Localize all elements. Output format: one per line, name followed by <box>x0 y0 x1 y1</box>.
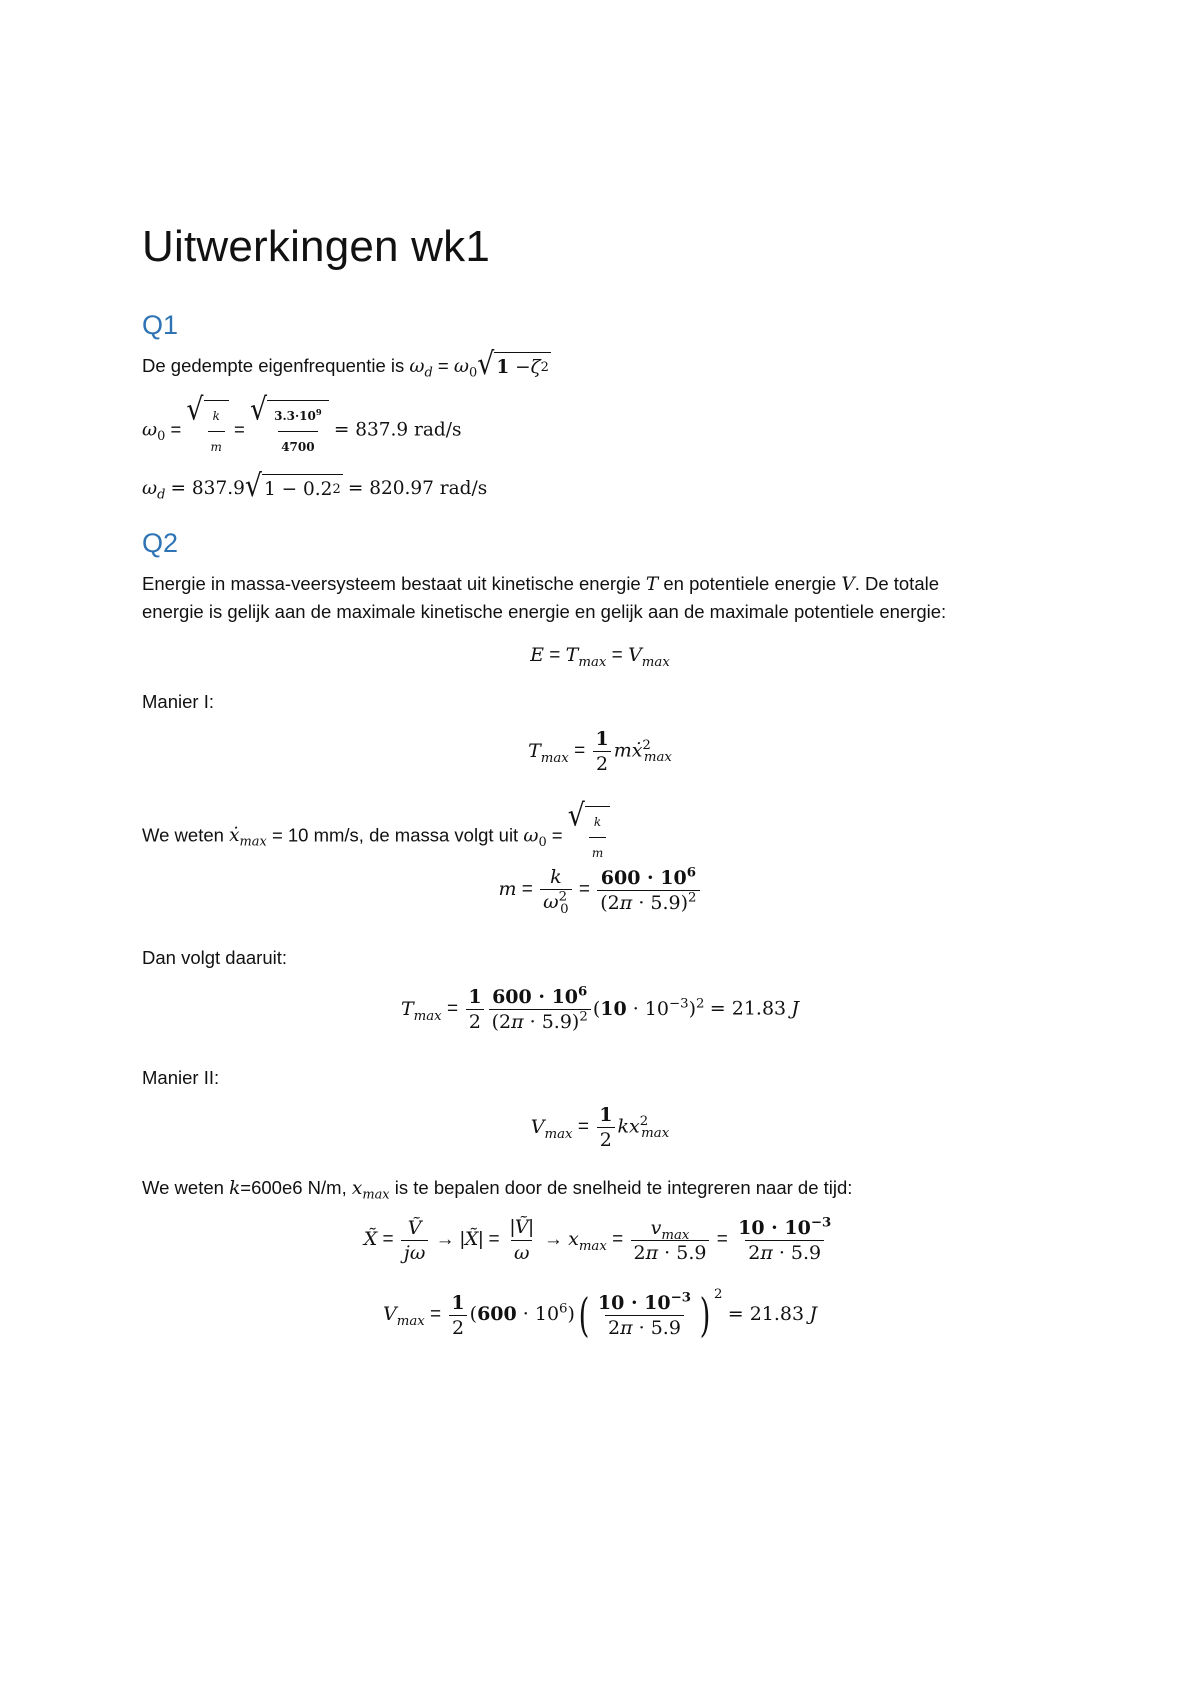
q1-omegad-equation: $\omega_d = 837.9$ √ 1 − 0.2 2 = 820.97 rad/s <box>142 468 488 505</box>
q1-omegad-result: = 820.97 rad/s <box>347 478 488 499</box>
q2-energy-equation: $E = T_{max} = V_{max}$ <box>530 644 670 670</box>
q2-para-end-text: . De totale <box>854 573 940 594</box>
q2-paragraph-line1: Energie in massa-veersysteem bestaat uit kinetische energie T en potentiele energie V. De totale <box>142 573 940 595</box>
q2-weweten2-c: is te bepalen door de snelheid te integreren naar de tijd: <box>394 1177 853 1198</box>
page-title: Uitwerkingen wk1 <box>142 222 491 271</box>
q2-weweten1-b: = 10 mm/s, de massa volgt uit <box>271 824 519 846</box>
heading-q1: Q1 <box>142 310 179 340</box>
q1-omega0-equation: $\omega_0$ = √ $\frac{k}{m}$ = √ $\frac{3.3\cdot 10^9}{4700}$ = 837.9 rad/s <box>142 400 462 461</box>
q2-dan-volgt: Dan volgt daaruit: <box>142 947 288 968</box>
q2-mass-equation: m = $\frac{k}{\omega^2_0}$ = $\frac{600 \cdot 10^6}{(2\pi \cdot 5.9)^2}$ <box>0 866 1200 914</box>
q2-vmax-numeric-equation: $V_{max}$ = $\frac{1}{2}$ $(600 \cdot 10^6)$( $\frac{10 \cdot 10^{-3}}{2\pi \cdot 5.9}$ ) $^2$ = 21.83 J <box>382 1287 817 1342</box>
q2-weweten1-a: We weten <box>142 824 224 846</box>
q1-intro-text: De gedempte eigenfrequentie is <box>142 355 405 376</box>
q2-tmax-equation: $T_{max}$ = $\frac{1}{2}$ mẋ$^2_{max}$ <box>528 728 672 775</box>
q2-para-mid-text: en potentiele energie <box>663 573 837 594</box>
q2-weweten2-b: =600e6 N/m, <box>240 1177 347 1198</box>
q2-paragraph-line2: energie is gelijk aan de maximale kinetische energie en gelijk aan de maximale potentiele energie: <box>142 601 947 622</box>
q1-intro-line: De gedempte eigenfrequentie is $\omega_d = \omega_0$ √ 1 − ζ 2 <box>142 346 549 383</box>
q2-manier1-label: Manier I: <box>142 691 214 712</box>
q2-tmax-numeric-equation: $T_{max}$ = $\frac{1}{2}$ $\frac{600 \cdot 10^6}{(2\pi \cdot 5.9)^2}$ $(10 \cdot 10^{-3})^2 = 21.83$ J <box>400 984 800 1033</box>
q2-weweten1-line: We weten ẋ$_{max}$ = 10 mm/s, de massa volgt uit $\omega_0$ = √ $\frac{k}{m}$ <box>142 806 610 867</box>
q2-integration-equation: X̃ = $\frac{\text{Ṽ}}{j\omega}$ → |X̃| = $\frac{\text{|Ṽ|}}{\omega}$ → $x_{max}$ = $\frac{v_{max}}{2\pi \cdot 5.9}$ = $\frac{10 \cdot 10^{-3}}{2\pi \cdot 5.9}$ <box>363 1215 832 1264</box>
heading-q2: Q2 <box>142 528 179 558</box>
q2-weweten2-a: We weten <box>142 1177 224 1198</box>
q2-tmax-result: = 21.83 <box>709 997 787 1020</box>
q2-para-line1-text: Energie in massa-veersysteem bestaat uit kinetische energie <box>142 573 641 594</box>
q1-omegad-prefix: = 837.9 <box>170 478 245 499</box>
q2-vmax-equation: $V_{max}$ = $\frac{1}{2}$ $kx^2_{max}$ <box>530 1104 670 1151</box>
q2-manier2-label: Manier II: <box>142 1067 220 1088</box>
q2-weweten2-line: We weten k=600e6 N/m, $x_{max}$ is te bepalen door de snelheid te integreren naar de tijd: <box>142 1177 853 1203</box>
q1-omega0-result: = 837.9 rad/s <box>333 419 462 441</box>
q2-vmax-result: = 21.83 <box>727 1303 805 1326</box>
